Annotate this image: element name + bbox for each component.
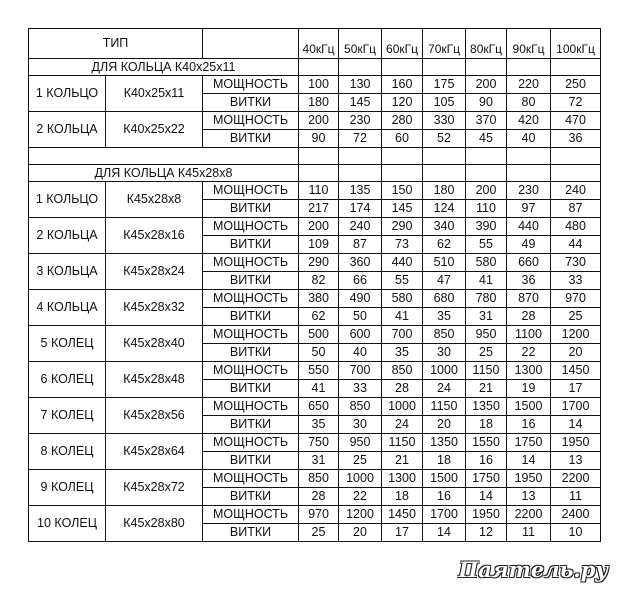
turns-value: 36 [551,130,601,148]
power-value: 680 [423,290,466,308]
turns-value: 80 [507,94,551,112]
turns-value: 24 [382,416,423,434]
power-value: 1350 [466,398,507,416]
power-value: 1950 [551,434,601,452]
power-value: 110 [299,182,339,200]
turns-label: ВИТКИ [203,272,299,290]
turns-label: ВИТКИ [203,308,299,326]
power-value: 1700 [551,398,601,416]
turns-value: 47 [423,272,466,290]
turns-label: ВИТКИ [203,488,299,506]
core-type: К45х28х16 [106,218,203,254]
power-value: 850 [299,470,339,488]
spacer-cell [507,148,551,165]
power-value: 1300 [507,362,551,380]
turns-value: 55 [382,272,423,290]
turns-value: 28 [382,380,423,398]
power-value: 2400 [551,506,601,524]
spacer-cell [339,148,382,165]
param-header [203,29,299,59]
power-value: 440 [382,254,423,272]
empty-cell [382,165,423,182]
power-value: 250 [551,76,601,94]
power-value: 1100 [507,326,551,344]
turns-value: 82 [299,272,339,290]
turns-value: 35 [299,416,339,434]
power-label: МОЩНОСТЬ [203,326,299,344]
turns-value: 60 [382,130,423,148]
power-value: 1150 [382,434,423,452]
power-value: 130 [339,76,382,94]
turns-value: 36 [507,272,551,290]
turns-value: 21 [466,380,507,398]
power-value: 440 [507,218,551,236]
turns-value: 28 [507,308,551,326]
empty-cell [299,165,339,182]
power-value: 700 [339,362,382,380]
power-value: 1700 [423,506,466,524]
turns-value: 25 [339,452,382,470]
power-value: 200 [299,218,339,236]
power-value: 660 [507,254,551,272]
power-value: 780 [466,290,507,308]
ring-count: 10 КОЛЕЦ [29,506,106,542]
section-row [29,59,601,76]
power-label: МОЩНОСТЬ [203,398,299,416]
turns-value: 20 [423,416,466,434]
turns-value: 17 [382,524,423,542]
power-value: 580 [466,254,507,272]
power-value: 370 [466,112,507,130]
turns-value: 45 [466,130,507,148]
turns-value: 72 [551,94,601,112]
turns-value: 44 [551,236,601,254]
turns-value: 31 [299,452,339,470]
turns-value: 41 [299,380,339,398]
turns-value: 22 [507,344,551,362]
empty-cell [339,59,382,76]
empty-cell [423,165,466,182]
power-value: 240 [339,218,382,236]
turns-value: 14 [551,416,601,434]
turns-value: 90 [299,130,339,148]
turns-value: 55 [466,236,507,254]
empty-cell [551,59,601,76]
power-value: 1750 [507,434,551,452]
spacer-cell [299,148,339,165]
ring-count: 4 КОЛЬЦА [29,290,106,326]
turns-value: 35 [382,344,423,362]
turns-value: 72 [339,130,382,148]
power-value: 240 [551,182,601,200]
turns-label: ВИТКИ [203,452,299,470]
table-container [28,28,601,542]
power-value: 730 [551,254,601,272]
power-row [29,398,601,416]
section-title: ДЛЯ КОЛЬЦА К40х25х11 [29,59,299,76]
power-value: 1000 [339,470,382,488]
turns-value: 50 [339,308,382,326]
power-value: 220 [507,76,551,94]
power-value: 870 [507,290,551,308]
turns-value: 14 [423,524,466,542]
power-label: МОЩНОСТЬ [203,434,299,452]
turns-value: 16 [466,452,507,470]
power-row [29,326,601,344]
power-value: 200 [466,182,507,200]
power-value: 490 [339,290,382,308]
power-value: 950 [339,434,382,452]
empty-cell [299,59,339,76]
core-type: К45х28х32 [106,290,203,326]
empty-cell [466,59,507,76]
power-value: 420 [507,112,551,130]
freq-header: 60кГц [382,29,423,59]
spacer-cell [551,148,601,165]
power-value: 480 [551,218,601,236]
turns-value: 180 [299,94,339,112]
turns-value: 35 [423,308,466,326]
power-label: МОЩНОСТЬ [203,290,299,308]
empty-cell [466,165,507,182]
power-value: 1150 [423,398,466,416]
power-row [29,218,601,236]
power-row [29,76,601,94]
power-label: МОЩНОСТЬ [203,254,299,272]
turns-value: 40 [507,130,551,148]
turns-value: 145 [339,94,382,112]
power-value: 750 [299,434,339,452]
power-value: 200 [466,76,507,94]
turns-value: 21 [382,452,423,470]
freq-header: 50кГц [339,29,382,59]
turns-label: ВИТКИ [203,380,299,398]
turns-value: 87 [551,200,601,218]
turns-value: 30 [339,416,382,434]
section-title: ДЛЯ КОЛЬЦА К45х28х8 [29,165,299,182]
core-type: К45х28х8 [106,182,203,218]
core-type: К45х28х64 [106,434,203,470]
power-value: 500 [299,326,339,344]
empty-cell [423,59,466,76]
power-value: 950 [466,326,507,344]
turns-value: 18 [466,416,507,434]
power-value: 135 [339,182,382,200]
turns-value: 62 [423,236,466,254]
turns-value: 28 [299,488,339,506]
turns-label: ВИТКИ [203,416,299,434]
power-value: 160 [382,76,423,94]
ring-count: 5 КОЛЕЦ [29,326,106,362]
power-value: 850 [382,362,423,380]
turns-value: 41 [466,272,507,290]
core-type: К45х28х72 [106,470,203,506]
power-label: МОЩНОСТЬ [203,182,299,200]
power-value: 700 [382,326,423,344]
turns-value: 12 [466,524,507,542]
ring-count: 2 КОЛЬЦА [29,218,106,254]
power-row [29,362,601,380]
ring-count: 3 КОЛЬЦА [29,254,106,290]
data-table [28,28,601,542]
empty-cell [382,59,423,76]
spacer-cell [466,148,507,165]
spacer-cell [423,148,466,165]
turns-value: 105 [423,94,466,112]
turns-value: 31 [466,308,507,326]
spacer-cell [382,148,423,165]
turns-value: 52 [423,130,466,148]
power-row [29,182,601,200]
empty-cell [507,59,551,76]
turns-value: 25 [466,344,507,362]
core-type: К45х28х80 [106,506,203,542]
freq-header: 40кГц [299,29,339,59]
power-label: МОЩНОСТЬ [203,470,299,488]
turns-value: 25 [551,308,601,326]
turns-value: 13 [507,488,551,506]
power-value: 1500 [507,398,551,416]
turns-label: ВИТКИ [203,344,299,362]
power-value: 390 [466,218,507,236]
power-row [29,434,601,452]
core-type: К45х28х56 [106,398,203,434]
core-type: К45х28х40 [106,326,203,362]
power-label: МОЩНОСТЬ [203,76,299,94]
power-value: 280 [382,112,423,130]
power-value: 200 [299,112,339,130]
turns-value: 20 [551,344,601,362]
turns-label: ВИТКИ [203,200,299,218]
turns-value: 33 [339,380,382,398]
power-value: 510 [423,254,466,272]
power-value: 100 [299,76,339,94]
turns-value: 66 [339,272,382,290]
ring-count: 8 КОЛЕЦ [29,434,106,470]
turns-value: 25 [299,524,339,542]
turns-value: 11 [507,524,551,542]
power-value: 1950 [466,506,507,524]
power-value: 230 [339,112,382,130]
power-value: 175 [423,76,466,94]
turns-value: 145 [382,200,423,218]
power-value: 290 [299,254,339,272]
empty-cell [507,165,551,182]
power-value: 1450 [551,362,601,380]
turns-value: 217 [299,200,339,218]
power-value: 1950 [507,470,551,488]
type-header: ТИП [29,29,203,59]
power-value: 1300 [382,470,423,488]
core-type: К45х28х24 [106,254,203,290]
turns-label: ВИТКИ [203,130,299,148]
turns-value: 30 [423,344,466,362]
power-value: 1450 [382,506,423,524]
power-label: МОЩНОСТЬ [203,112,299,130]
power-label: МОЩНОСТЬ [203,506,299,524]
turns-label: ВИТКИ [203,236,299,254]
turns-value: 18 [423,452,466,470]
empty-cell [551,165,601,182]
power-row [29,470,601,488]
turns-value: 110 [466,200,507,218]
turns-value: 13 [551,452,601,470]
power-value: 2200 [507,506,551,524]
turns-value: 18 [382,488,423,506]
power-value: 1550 [466,434,507,452]
power-value: 1350 [423,434,466,452]
turns-value: 109 [299,236,339,254]
power-value: 850 [423,326,466,344]
turns-value: 90 [466,94,507,112]
turns-value: 10 [551,524,601,542]
turns-value: 73 [382,236,423,254]
turns-value: 16 [423,488,466,506]
power-value: 360 [339,254,382,272]
core-type: К45х28х48 [106,362,203,398]
power-value: 290 [382,218,423,236]
power-value: 600 [339,326,382,344]
turns-value: 33 [551,272,601,290]
power-row [29,112,601,130]
turns-value: 14 [466,488,507,506]
power-value: 650 [299,398,339,416]
turns-value: 17 [551,380,601,398]
turns-value: 49 [507,236,551,254]
turns-value: 97 [507,200,551,218]
turns-value: 124 [423,200,466,218]
turns-value: 87 [339,236,382,254]
header-row [29,29,601,59]
ring-count: 9 КОЛЕЦ [29,470,106,506]
power-label: МОЩНОСТЬ [203,362,299,380]
power-value: 180 [423,182,466,200]
turns-value: 62 [299,308,339,326]
ring-count: 2 КОЛЬЦА [29,112,106,148]
freq-header: 70кГц [423,29,466,59]
turns-label: ВИТКИ [203,94,299,112]
ring-count: 7 КОЛЕЦ [29,398,106,434]
turns-value: 22 [339,488,382,506]
power-value: 380 [299,290,339,308]
power-value: 850 [339,398,382,416]
power-row [29,506,601,524]
power-value: 1000 [423,362,466,380]
power-value: 1000 [382,398,423,416]
spacer-cell [29,148,299,165]
section-row [29,165,601,182]
turns-value: 16 [507,416,551,434]
power-value: 1750 [466,470,507,488]
power-value: 580 [382,290,423,308]
power-value: 970 [551,290,601,308]
power-value: 1200 [551,326,601,344]
ring-count: 1 КОЛЬЦО [29,182,106,218]
core-type: К40х25х11 [106,76,203,112]
turns-value: 50 [299,344,339,362]
power-value: 150 [382,182,423,200]
freq-header: 100кГц [551,29,601,59]
turns-value: 174 [339,200,382,218]
turns-value: 20 [339,524,382,542]
empty-cell [339,165,382,182]
turns-value: 24 [423,380,466,398]
turns-value: 14 [507,452,551,470]
power-value: 550 [299,362,339,380]
power-value: 1500 [423,470,466,488]
power-value: 230 [507,182,551,200]
power-row [29,254,601,272]
ring-count: 1 КОЛЬЦО [29,76,106,112]
spacer-row [29,148,601,165]
turns-label: ВИТКИ [203,524,299,542]
core-type: К40х25х22 [106,112,203,148]
ring-count: 6 КОЛЕЦ [29,362,106,398]
power-label: МОЩНОСТЬ [203,218,299,236]
power-value: 340 [423,218,466,236]
power-row [29,290,601,308]
watermark: Паятель.ру [458,557,608,582]
turns-value: 41 [382,308,423,326]
freq-header: 90кГц [507,29,551,59]
turns-value: 11 [551,488,601,506]
power-value: 1150 [466,362,507,380]
power-value: 1200 [339,506,382,524]
power-value: 970 [299,506,339,524]
power-value: 330 [423,112,466,130]
power-value: 2200 [551,470,601,488]
turns-value: 120 [382,94,423,112]
power-value: 470 [551,112,601,130]
turns-value: 19 [507,380,551,398]
turns-value: 40 [339,344,382,362]
freq-header: 80кГц [466,29,507,59]
